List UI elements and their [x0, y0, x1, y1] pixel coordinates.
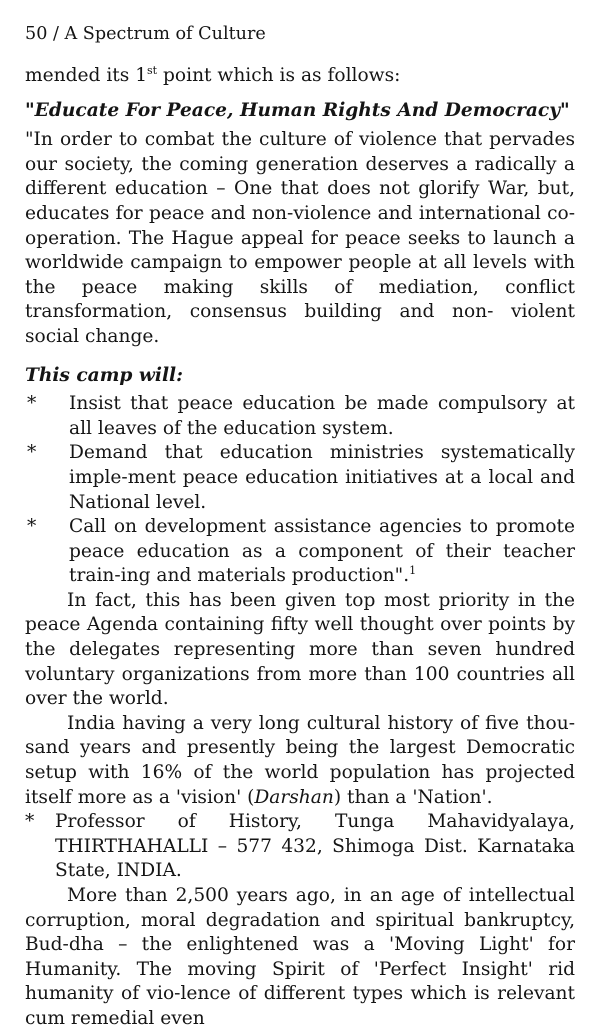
india-paragraph [25, 712, 575, 810]
list-item [25, 392, 575, 441]
india-text: India having a very long cultural history of five thou-sand years and presently being the largest Democratic setup with 16% of the world population has projected itself more as a 'vision' ( [25, 712, 575, 808]
list-item [25, 515, 575, 589]
quote-paragraph: "In order to combat the culture of violence that pervades our society, the coming generation deserves a radically a different education – One that does not glorify War, but, educates for peace and non-violence and international co-operation. The Hague appeal for peace seeks to launch a worldwide campaign to empower people at all levels with the peace making skills of mediation, conflict transformation, consensus building and non- violent social change. [25, 129, 575, 347]
india-text-end: ) than a 'Nation'. [333, 786, 493, 808]
intro-text-end: point which is as follows: [157, 65, 401, 86]
author-note-text: Professor of History, Tunga Mahavidyalaya, THIRTHAHALLI – 577 432, Shimoga Dist. Karnataka State, INDIA. [55, 811, 575, 882]
running-head: 50 / A Spectrum of Culture [25, 24, 266, 44]
footnote-ref: 1 [409, 564, 417, 578]
priority-paragraph: In fact, this has been given top most priority in the peace Agenda containing fifty well thought over points by the delegates representing more than seven hundred voluntary organizations from more than 100 countries all over the world. [25, 589, 575, 710]
author-note [25, 810, 575, 884]
asterisk-icon: * [27, 516, 37, 538]
list-item-text: Call on development assistance agencies to promote peace education as a component of their teacher train-ing and materials production". [69, 516, 575, 587]
camp-heading: This camp will: [25, 364, 183, 386]
darshan-term: Darshan [254, 786, 334, 808]
asterisk-icon: * [27, 442, 37, 464]
intro-text: mended its 1 [25, 65, 148, 86]
asterisk-icon: * [27, 393, 37, 415]
book-page [25, 22, 575, 1032]
section-heading: "Educate For Peace, Human Rights And Democracy" [25, 99, 570, 121]
ordinal-suffix: st [147, 63, 158, 77]
buddha-paragraph: More than 2,500 years ago, in an age of intellectual corruption, moral degradation and spiritual bankruptcy, Bud-dha – the enlightened was a 'Moving Light' for Humanity. The moving Spirit of 'Perfect Insight' rid humanity of vio-lence of different types which is relevant cum remedial even [25, 885, 575, 1029]
list-item-text: Insist that peace education be made compulsory at all leaves of the education system. [69, 393, 575, 439]
asterisk-icon: * [25, 811, 35, 833]
list-item-text: Demand that education ministries systematically imple-ment peace education initiatives at a local and National level. [69, 442, 575, 513]
list-item [25, 441, 575, 515]
intro-line [25, 64, 575, 89]
